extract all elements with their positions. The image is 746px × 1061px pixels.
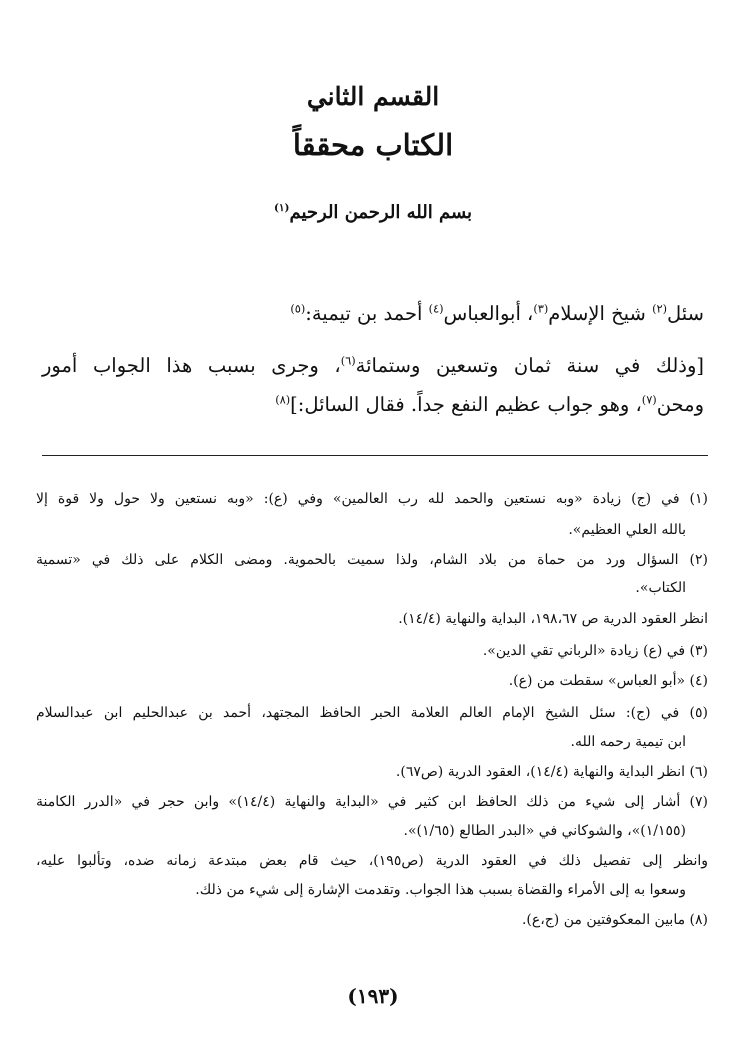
intro-text: شيخ الإسلام [548,302,653,325]
footnote-7-detail-continuation: وسعوا به إلى الأمراء والقضاة بسبب هذا الجواب. وتقدمت الإشارة إلى شيء من ذلك. [195,882,686,898]
intro-text: سئل [667,302,704,325]
question-intro [42,302,704,325]
basmala [0,202,746,223]
context-paragraph-line [42,393,704,416]
footnote-5-continuation: ابن تيمية رحمه الله. [570,734,686,750]
section-title: القسم الثاني [306,82,440,111]
footnote-ref-2: (٢) [652,302,667,316]
footnote-ref-1: (١) [273,202,290,214]
footnote-5: (٥) في (ج): سئل الشيخ الإمام العالم العلامة الحبر الحافظ المجتهد، أحمد بن عبدالحليم ابن عبدالسلام [36,705,708,721]
footnote-4: (٤) «أبو العباس» سقطت من (ع). [508,673,708,689]
intro-text: أحمد بن تيمية: [305,302,429,325]
footnote-7-continuation: (١/١٥٥)»، والشوكاني في «البدر الطالع (١/٦٥)». [403,823,686,839]
footnote-3: (٣) في (ع) زيادة «الرباني تقي الدين». [482,643,708,659]
footnote-2-continuation: الكتاب». [635,580,686,596]
footnote-7-detail: وانظر إلى تفصيل ذلك في العقود الدرية (ص١٩٥)، حيث قام بعض مبتدعة زمانه ضده، وتألبوا عليه، [36,853,708,869]
footnote-separator [42,455,708,456]
footnote-ref-6: (٦) [340,354,356,368]
footnote-1-continuation: بالله العلي العظيم». [568,522,686,538]
footnote-7: (٧) أشار إلى شيء من ذلك الحافظ ابن كثير في «البداية والنهاية (١٤/٤)» وابن حجر في «الدرر الكامنة [36,794,709,810]
page-number: (١٩٣) [347,984,399,1008]
footnote-ref-4: (٤) [428,302,444,316]
intro-text: ، أبوالعباس [443,302,534,325]
context-text: ، وهو جواب عظيم النفع جداً. فقال السائل:] [290,393,642,416]
footnote-1: (١) في (ج) زيادة «وبه نستعين والحمد لله رب العالمين» وفي (ع): «وبه نستعين ولا حول ولا قوة إلا [36,491,708,507]
footnote-2: (٢) السؤال ورد من حماة من بلاد الشام، ولذا سميت بالحموية. ومضى الكلام على ذلك في «تسمية [36,552,708,568]
context-paragraph-line [42,354,704,377]
footnote-2-reference: انظر العقود الدرية ص ١٩٨،٦٧، البداية والنهاية (١٤/٤). [398,611,708,627]
footnote-6: (٦) انظر البداية والنهاية (١٤/٤)، العقود الدرية (ص٦٧). [395,764,708,780]
footnote-ref-8: (٨) [275,393,291,407]
context-text: [وذلك في سنة ثمان وتسعين وستمائة [355,354,704,377]
basmala-text: بسم الله الرحمن الرحيم [289,202,473,223]
book-title: الكتاب محققاً [292,128,454,162]
footnote-ref-3: (٣) [533,302,549,316]
context-text: ومحن [656,393,704,416]
context-text: ، وجرى بسبب هذا الجواب أمور [42,354,341,377]
footnote-8: (٨) مابين المعكوفتين من (ج،ع). [521,912,708,928]
footnote-ref-5: (٥) [290,302,306,316]
footnote-ref-7: (٧) [641,393,657,407]
